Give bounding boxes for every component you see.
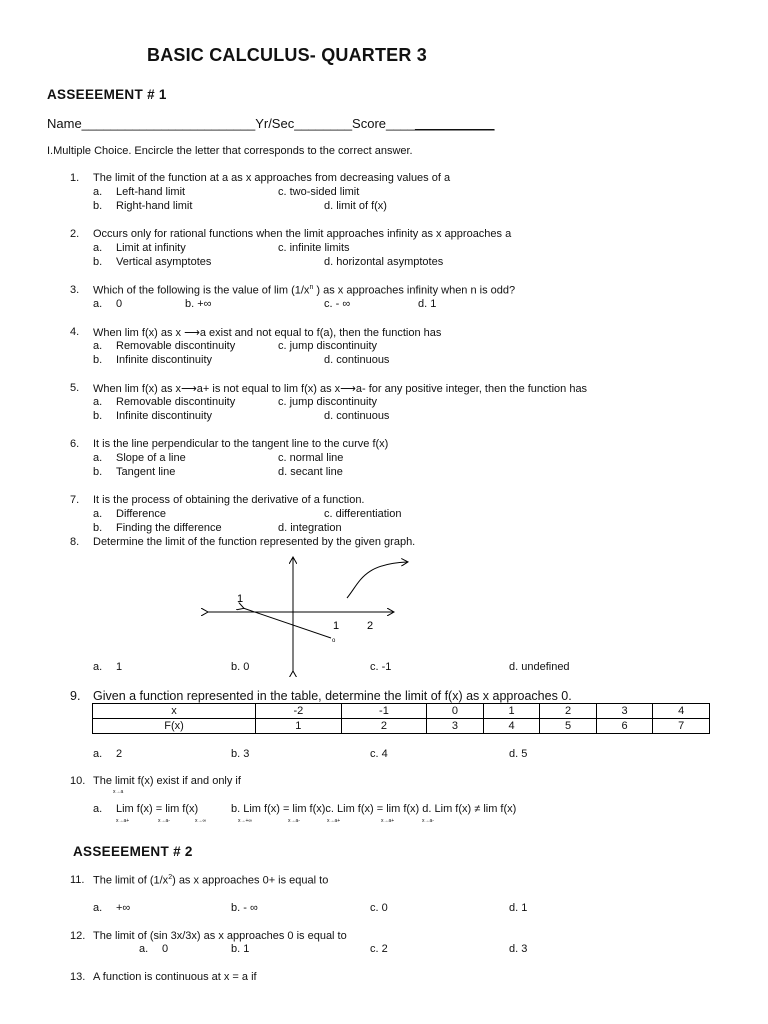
- option-c[interactable]: c. differentiation: [324, 508, 402, 520]
- limit-subscript: x→a+: [327, 818, 341, 824]
- table-cell: 2: [341, 719, 427, 734]
- option-c[interactable]: c. 0: [370, 902, 388, 914]
- limit-subscript: x→a+: [116, 818, 130, 824]
- x-label-2: 2: [367, 620, 374, 632]
- option-d[interactable]: d. 1: [418, 298, 437, 310]
- question-number: 9.: [70, 689, 81, 703]
- option-a-letter[interactable]: a.: [93, 508, 103, 520]
- options-b-c-d[interactable]: b. Lim f(x) = lim f(x)c. Lim f(x) = lim f(x) d. Lim f(x) ≠ lim f(x): [231, 803, 517, 815]
- option-b-text: Vertical asymptotes: [116, 256, 212, 268]
- option-d[interactable]: d. continuous: [324, 410, 390, 422]
- option-a-text: 0: [162, 943, 169, 955]
- table-cell: 2: [540, 704, 597, 719]
- option-a-letter[interactable]: a.: [93, 340, 103, 352]
- option-b[interactable]: b. +∞: [185, 298, 212, 310]
- option-b-text: Finding the difference: [116, 522, 222, 534]
- option-c[interactable]: c. infinite limits: [278, 242, 350, 254]
- option-b-letter[interactable]: b.: [93, 410, 103, 422]
- option-b-text: Tangent line: [116, 466, 176, 478]
- table-row: [93, 704, 710, 719]
- open-circle-label: o: [332, 638, 336, 644]
- question-number: 11.: [70, 874, 85, 886]
- option-b[interactable]: b. 0: [231, 661, 250, 673]
- option-d[interactable]: d. horizontal asymptotes: [324, 256, 444, 268]
- limit-subscript: x→+∞: [238, 818, 252, 824]
- table-cell: 4: [653, 704, 710, 719]
- option-c[interactable]: c. 4: [370, 748, 388, 760]
- option-b-text: Infinite discontinuity: [116, 354, 212, 366]
- option-c[interactable]: c. -1: [370, 661, 392, 673]
- assessment-2-heading: ASSEEEMENT # 2: [73, 844, 193, 859]
- option-d[interactable]: d. 5: [509, 748, 528, 760]
- option-a-letter[interactable]: a.: [93, 902, 103, 914]
- option-a-text: Removable discontinuity: [116, 396, 236, 408]
- name-line[interactable]: [47, 116, 494, 131]
- table-cell: 6: [596, 719, 653, 734]
- question-number: 8.: [70, 536, 80, 548]
- question-text: When lim f(x) as x ⟶a exist and not equal to f(a), then the function has: [93, 327, 442, 339]
- limit-subscript: x→a: [113, 789, 124, 795]
- instructions: I.Multiple Choice. Encircle the letter that corresponds to the correct answer.: [47, 145, 413, 157]
- question-text: Which of the following is the value of $\lim (1/x^n$ ) as x approaches infinity when n is odd?: [93, 284, 516, 297]
- option-a-text: Left-hand limit: [116, 186, 186, 198]
- question-number: 10.: [70, 775, 86, 787]
- option-a-text: Slope of a line: [116, 452, 186, 464]
- table-cell: -2: [256, 704, 342, 719]
- option-a-letter[interactable]: a.: [93, 186, 103, 198]
- option-d[interactable]: d. limit of f(x): [324, 200, 387, 212]
- option-a-text: 0: [116, 298, 123, 310]
- table-cell: 0: [427, 704, 484, 719]
- option-a-text: Limit at infinity: [116, 242, 186, 254]
- x-label-1: 1: [333, 620, 340, 632]
- question-text: Occurs only for rational functions when the limit approaches infinity as x approaches a: [93, 228, 512, 240]
- option-c[interactable]: c. two-sided limit: [278, 186, 360, 198]
- limit-subscript: x→a-: [158, 818, 170, 824]
- question-text: The limit of $(1/x^2)$ as x approaches 0+ is equal to: [93, 874, 329, 887]
- question-number: 5.: [70, 382, 80, 394]
- limit-graph: [195, 552, 425, 677]
- table-cell: 4: [483, 719, 540, 734]
- question-text: Determine the limit of the function represented by the given graph.: [93, 536, 416, 548]
- option-d[interactable]: d. secant line: [278, 466, 343, 478]
- question-text: When lim f(x) as x⟶a+ is not equal to lim f(x) as x⟶a- for any positive integer, then the function has: [93, 383, 588, 395]
- option-c[interactable]: c. - ∞: [324, 298, 351, 310]
- question-number: 13.: [70, 971, 86, 983]
- option-a-letter[interactable]: a.: [93, 396, 103, 408]
- table-row: [93, 719, 710, 734]
- values-table: [92, 703, 710, 734]
- question-number: 4.: [70, 326, 80, 338]
- option-c[interactable]: c. jump discontinuity: [278, 396, 378, 408]
- table-cell: 7: [653, 719, 710, 734]
- option-b[interactable]: b. - ∞: [231, 902, 258, 914]
- question-text: The limit f(x) exist if and only if: [93, 775, 241, 787]
- option-d[interactable]: d. continuous: [324, 354, 390, 366]
- question-text: The limit of the function at a as x approaches from decreasing values of a: [93, 172, 451, 184]
- option-a-letter[interactable]: a.: [93, 452, 103, 464]
- option-c[interactable]: c. jump discontinuity: [278, 340, 378, 352]
- question-number: 7.: [70, 494, 80, 506]
- option-a-text: +∞: [116, 902, 131, 914]
- option-d[interactable]: d. 3: [509, 943, 528, 955]
- question-number: 6.: [70, 438, 80, 450]
- option-b[interactable]: b. 1: [231, 943, 250, 955]
- page-title: BASIC CALCULUS- QUARTER 3: [147, 45, 428, 65]
- table-cell: 5: [540, 719, 597, 734]
- question-number: 3.: [70, 284, 80, 296]
- option-a-text: 2: [116, 748, 123, 760]
- option-a-text: Difference: [116, 508, 166, 520]
- option-b-letter[interactable]: b.: [93, 256, 103, 268]
- table-cell: 3: [427, 719, 484, 734]
- question-number: 12.: [70, 930, 86, 942]
- question-text: Given a function represented in the table, determine the limit of f(x) as x approaches 0.: [93, 689, 572, 703]
- option-a-text: Lim f(x) = lim f(x): [116, 803, 199, 815]
- option-c[interactable]: c. normal line: [278, 452, 344, 464]
- assessment-1-heading: ASSEEEMENT # 1: [47, 87, 167, 102]
- limit-subscript: x→a-: [422, 818, 434, 824]
- y-label-1: 1: [237, 593, 244, 605]
- question-text: It is the process of obtaining the derivative of a function.: [93, 494, 365, 506]
- question-number: 1.: [70, 172, 80, 184]
- option-b-letter[interactable]: b.: [93, 200, 103, 212]
- option-a-letter[interactable]: a.: [93, 748, 103, 760]
- option-a-letter[interactable]: a.: [93, 803, 103, 815]
- table-cell: 1: [483, 704, 540, 719]
- option-b-letter[interactable]: b.: [93, 466, 103, 478]
- option-a-text: 1: [116, 661, 123, 673]
- option-b-letter[interactable]: b.: [93, 522, 103, 534]
- option-a-letter[interactable]: a.: [93, 298, 103, 310]
- question-text: It is the line perpendicular to the tangent line to the curve f(x): [93, 438, 389, 450]
- table-cell: 3: [596, 704, 653, 719]
- table-cell: F(x): [93, 719, 256, 734]
- option-a-letter[interactable]: a.: [93, 242, 103, 254]
- option-b[interactable]: b. 3: [231, 748, 250, 760]
- limit-subscript: x→∞: [195, 818, 207, 824]
- question-number: 2.: [70, 228, 80, 240]
- option-b-text: Right-hand limit: [116, 200, 193, 212]
- question-text: The limit of (sin 3x/3x) as x approaches 0 is equal to: [93, 930, 347, 942]
- table-cell: -1: [341, 704, 427, 719]
- table-cell: 1: [256, 719, 342, 734]
- score-blank: ___________: [414, 116, 495, 131]
- limit-subscript: x→a-: [288, 818, 300, 824]
- limit-subscript: x→a+: [381, 818, 395, 824]
- function-curve: [347, 562, 407, 598]
- option-a-letter[interactable]: a.: [93, 661, 103, 673]
- option-b-letter[interactable]: b.: [93, 354, 103, 366]
- option-c[interactable]: c. 2: [370, 943, 388, 955]
- option-d[interactable]: d. undefined: [509, 661, 570, 673]
- question-text: A function is continuous at x = a if: [93, 971, 257, 983]
- name-field: Name________________________Yr/Sec________Score____: [47, 116, 415, 131]
- option-d[interactable]: d. integration: [278, 522, 342, 534]
- option-b-text: Infinite discontinuity: [116, 410, 212, 422]
- option-a-text: Removable discontinuity: [116, 340, 236, 352]
- table-cell: x: [93, 704, 256, 719]
- option-d[interactable]: d. 1: [509, 902, 528, 914]
- option-a-letter[interactable]: a.: [139, 943, 149, 955]
